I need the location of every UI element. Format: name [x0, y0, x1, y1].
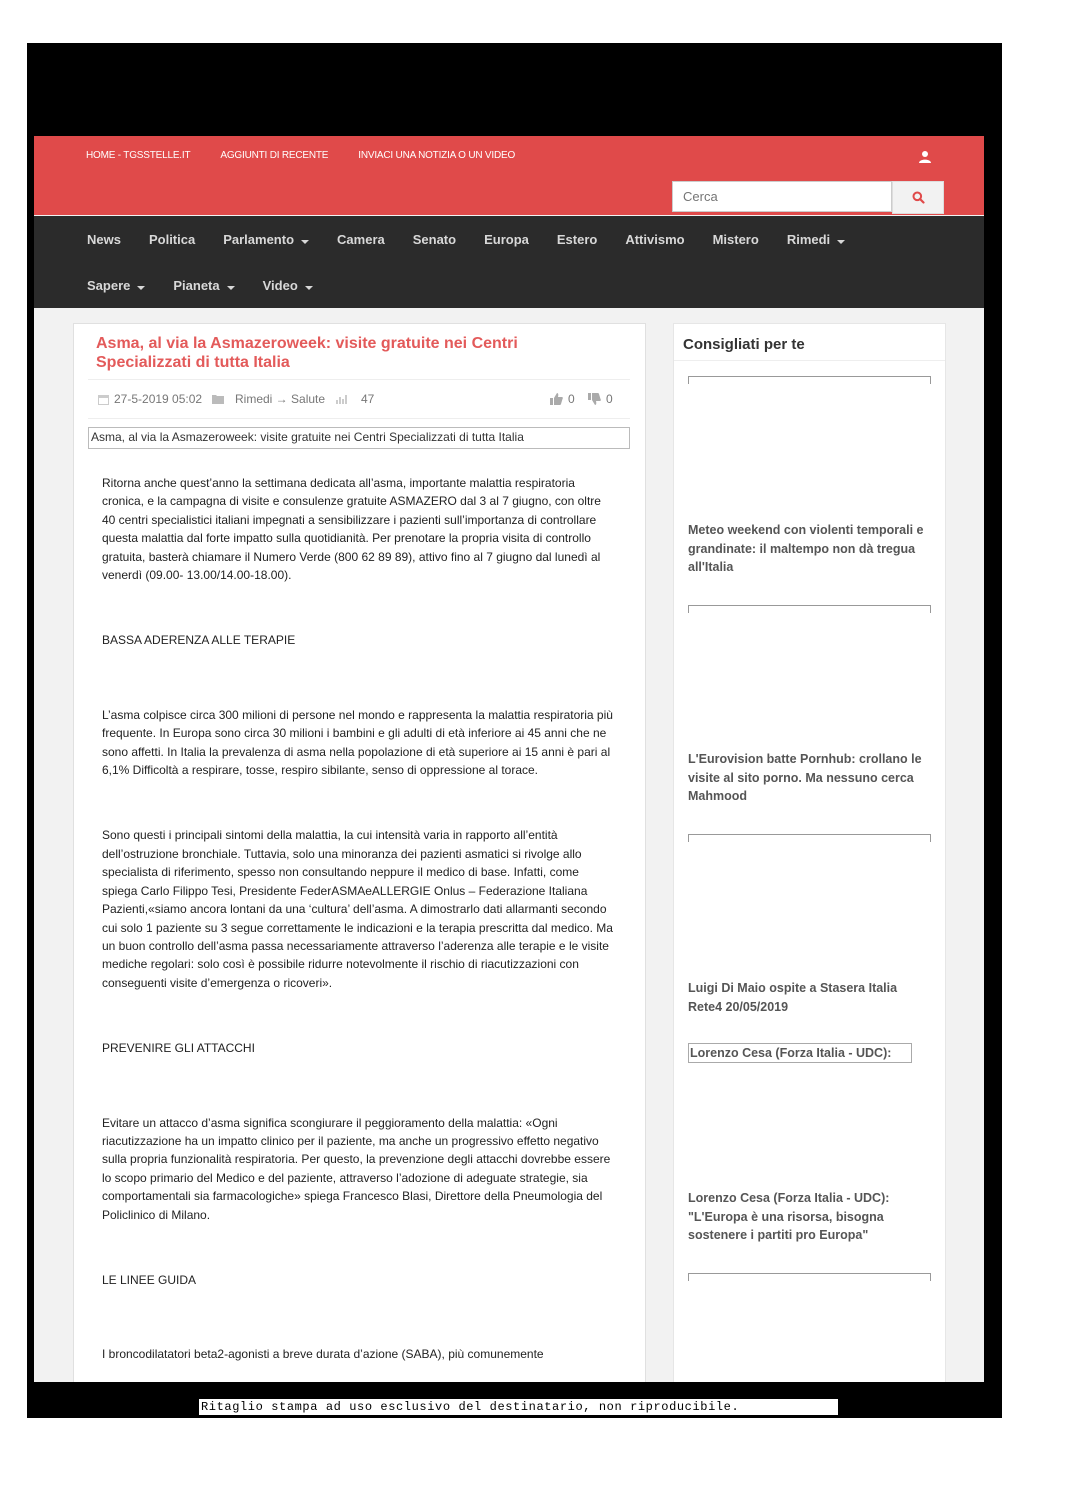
nav-item-video[interactable]: Video: [263, 278, 313, 293]
bar-chart-icon: [336, 394, 348, 404]
nav-item-estero[interactable]: Estero: [556, 232, 598, 247]
nav-item-news[interactable]: News: [87, 232, 121, 247]
recommended-link[interactable]: Meteo weekend con violenti temporali e grandinate: il maltempo non dà tregua all'Italia: [688, 523, 924, 574]
search-icon: [912, 191, 925, 204]
top-link-submit[interactable]: INVIACI UNA NOTIZIA O UN VIDEO: [358, 150, 516, 161]
nav-row-2: [87, 278, 341, 293]
caret-down-icon: [305, 286, 313, 290]
article-paragraph: Sono questi i principali sintomi della malattia, la cui intensità varia in rapporto all’entità dell’ostruzione bronchiale. Tuttavia, solo una minoranza dei pazienti asmatici si rivolge allo specialista di riferimento, spesso non consultando neppure il medico di base. Infatti, come spiega Carlo Filippo Tesi, Presidente FederASMAeALLERGIE Onlus – Federazione Italiana Pazienti,«siamo ancora lontani da una ‘cultura’ dell’asma. A dimostrarlo dati allarmanti secondo cui solo 1 paziente su 3 segue correttamente le indicazioni e la terapia prescritta dal medico. Ma un buon controllo dell’asma passa necessariamente attraverso l’aderenza alle terapie e le visite mediche regolari: solo così è possibile ridurre notevolmente il rischio di riacutizzazioni con conseguenti visite d’emergenza o ricoveri».: [102, 828, 613, 990]
nav-item-politica[interactable]: Politica: [148, 232, 196, 247]
recommended-link[interactable]: L'Eurovision batte Pornhub: crollano le visite al sito porno. Ma nessuno cerca Mahmood: [688, 752, 922, 803]
divider: [674, 360, 945, 361]
article-body: [102, 474, 617, 1364]
top-links: [86, 150, 515, 161]
top-link-home[interactable]: HOME - TGSSTELLE.IT: [86, 150, 191, 161]
nav-item-pianeta[interactable]: Pianeta: [173, 278, 234, 293]
article-title[interactable]: Asma, al via la Asmazeroweek: visite gratuite nei Centri Specializzati di tutta Italia: [96, 335, 518, 371]
section-heading: LE LINEE GUIDA: [102, 1272, 197, 1287]
section-heading: PREVENIRE GLI ATTACCHI: [102, 1041, 255, 1056]
article-paragraph: L’asma colpisce circa 300 milioni di persone nel mondo e rappresenta la malattia respiratoria più frequente. In Europa sono circa 30 milioni i bambini e gli adulti di età inferiore ai 45 anni che ne sono affetti. In Italia la prevalenza di asma nella popolazione di età superiore ai 15 anni è pari al 6,1% Difficoltà a respirare, tosse, respiro sibilante, senso di oppressione al torace.: [102, 707, 613, 778]
article-paragraph: Ritorna anche quest’anno la settimana dedicata all’asma, importante malattia respiratoria cronica, e la campagna di visite e consulenze gratuite ASMAZERO dal 3 al 7 giugno, con oltre 40 centri specialistici italiani impegnati a sensibilizzare i pazienti sull’importanza di controllare questa malattia dal forte impatto sulla quotidianità. Per prenotare la propria visita di controllo gratuita, basterà chiamare il Numero Verde (800 62 89 89), attivo fino al 7 giugno dal lunedì al venerdì (09.00- 13.00/14.00-18.00).: [102, 476, 601, 583]
caret-down-icon: [227, 286, 235, 290]
article-paragraph: I broncodilatatori beta2-agonisti a breve durata d’azione (SABA), più comunemente: [102, 1347, 544, 1362]
section-heading: BASSA ADERENZA ALLE TERAPIE: [102, 633, 296, 648]
article-category[interactable]: Rimedi → Salute: [212, 392, 325, 406]
nav-item-mistero[interactable]: Mistero: [712, 232, 759, 247]
nav-item-senato[interactable]: Senato: [412, 232, 457, 247]
calendar-icon: [98, 394, 109, 405]
article-date: 27-5-2019 05:02: [98, 392, 202, 406]
article-meta: [88, 379, 630, 419]
nav-item-parlamento[interactable]: Parlamento: [223, 232, 309, 247]
search-form: [672, 181, 944, 214]
top-bar: [34, 136, 984, 215]
thumbs-down-icon: [588, 393, 601, 405]
nav-item-europa[interactable]: Europa: [484, 232, 529, 247]
caret-down-icon: [301, 240, 309, 244]
caret-down-icon: [137, 286, 145, 290]
article: [73, 323, 646, 1382]
broken-image-placeholder[interactable]: Lorenzo Cesa (Forza Italia - UDC):: [688, 1043, 912, 1063]
nav-row-1: [87, 232, 873, 247]
image-caption: Asma, al via la Asmazeroweek: visite gratuite nei Centri Specializzati di tutta Italia: [88, 427, 630, 449]
article-views: 47: [336, 392, 374, 406]
recommended-thumbnail[interactable]: [688, 834, 931, 842]
user-icon[interactable]: [918, 150, 932, 164]
nav-item-rimedi[interactable]: Rimedi: [787, 232, 845, 247]
main-nav: [34, 216, 984, 308]
nav-item-sapere[interactable]: Sapere: [87, 278, 145, 293]
recommended-link[interactable]: Luigi Di Maio ospite a Stasera Italia Rete4 20/05/2019: [688, 981, 898, 1014]
caret-down-icon: [837, 240, 845, 244]
website: [34, 136, 984, 1382]
recommended-link[interactable]: Lorenzo Cesa (Forza Italia - UDC): "L'Europa è una risorsa, bisogna sostenere i partiti pro Europa": [688, 1191, 890, 1242]
top-link-recent[interactable]: AGGIUNTI DI RECENTE: [220, 150, 329, 161]
dislike-button[interactable]: 0: [588, 392, 613, 406]
recommended-thumbnail[interactable]: [688, 376, 931, 384]
thumbs-up-icon: [550, 393, 563, 405]
recommended-thumbnail[interactable]: [688, 605, 931, 613]
like-button[interactable]: 0: [550, 392, 575, 406]
nav-item-camera[interactable]: Camera: [337, 232, 385, 247]
sidebar: [673, 323, 946, 1382]
nav-item-attivismo[interactable]: Attivismo: [625, 232, 685, 247]
search-button[interactable]: [892, 181, 944, 214]
footer-disclaimer: Ritaglio stampa ad uso esclusivo del destinatario, non riproducibile.: [199, 1399, 838, 1415]
recommended-thumbnail[interactable]: [688, 1273, 931, 1281]
folder-icon: [212, 394, 224, 404]
sidebar-title: Consigliati per te: [683, 336, 805, 353]
article-paragraph: Evitare un attacco d’asma significa scongiurare il peggioramento della malattia: «Ogni riacutizzazione ha un impatto clinico per il paziente, ma anche un progressivo effetto negativo sulla propria funzionalità respiratoria. Per questo, la prevenzione degli attacchi dovrebbe essere lo scopo primario del Medico e del paziente, attraverso l’adozione di adeguate strategie, sia comportamentali sia farmacologiche» spiega Francesco Blasi, Direttore della Pneumologia del Policlinico di Milano.: [102, 1115, 611, 1222]
search-input[interactable]: [672, 181, 892, 212]
